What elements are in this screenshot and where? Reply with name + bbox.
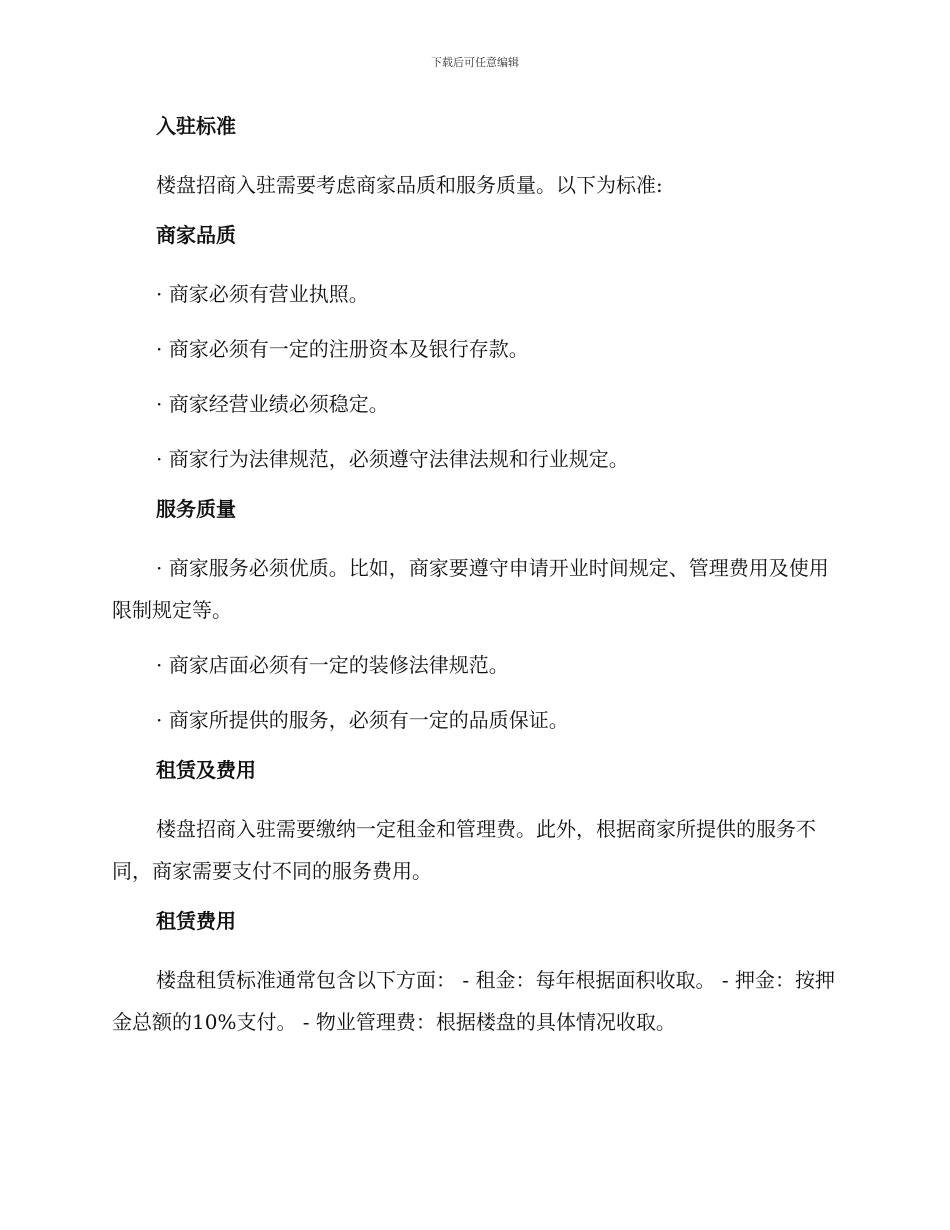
service-quality-item: · 商家店面必须有一定的装修法律规范。 [156,653,509,677]
lease-and-fees-text: 楼盘招商入驻需要缴纳一定租金和管理费。此外，根据商家所提供的服务不同，商家需要支付不同的服务费用。 [112,817,816,883]
heading-merchant-quality: 商家品质 [156,223,236,247]
entry-standard-intro: 楼盘招商入驻需要考虑商家品质和服务质量。以下为标准: [156,173,663,197]
heading-lease-fees: 租赁费用 [156,909,236,933]
header-note: 下载后可任意编辑 [431,56,519,69]
heading-service-quality: 服务质量 [156,497,236,521]
merchant-quality-item: · 商家必须有一定的注册资本及银行存款。 [156,337,529,361]
document-body [112,110,838,1056]
merchant-quality-item: · 商家必须有营业执照。 [156,282,369,306]
heading-lease-and-fees: 租赁及费用 [156,758,256,782]
service-quality-item: · 商家服务必须优质。比如，商家要遵守申请开业时间规定、管理费用及使用限制规定等。 [112,556,829,622]
service-quality-item: · 商家所提供的服务，必须有一定的品质保证。 [156,708,569,732]
merchant-quality-item: · 商家行为法律规范，必须遵守法律法规和行业规定。 [156,447,629,471]
merchant-quality-item: · 商家经营业绩必须稳定。 [156,392,389,416]
heading-entry-standard: 入驻标准 [156,114,236,138]
lease-fees-text: 楼盘租赁标准通常包含以下方面： - 租金：每年根据面积收取。 - 押金：按押金总额的10%支付。 - 物业管理费：根据楼盘的具体情况收取。 [112,968,835,1034]
